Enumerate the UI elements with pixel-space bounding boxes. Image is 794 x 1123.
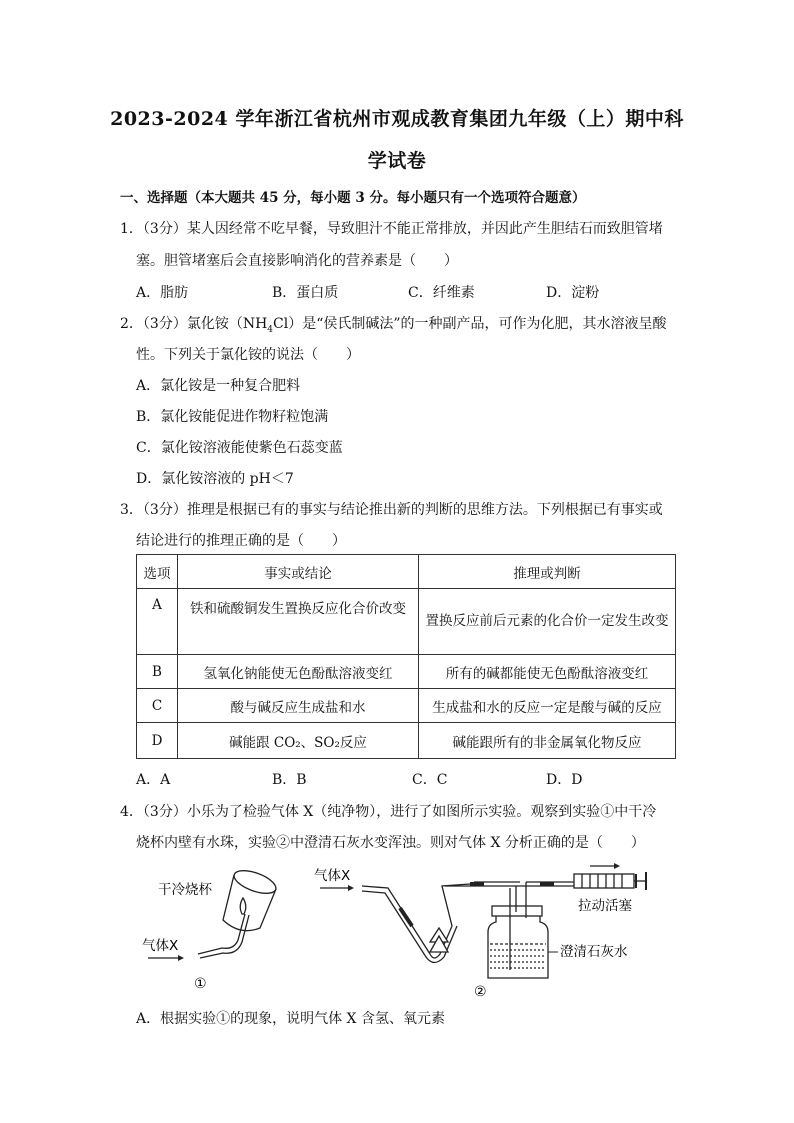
- label-limewater: 澄清石灰水: [560, 944, 628, 960]
- arrow-right-icon: [590, 863, 620, 869]
- table-row: [137, 723, 676, 759]
- q3-option-d: D．D: [546, 772, 583, 788]
- q3-row-d-option: D: [137, 723, 178, 759]
- q3-row-a-inference: 置换反应前后元素的化合价一定发生改变: [419, 589, 676, 655]
- q2-option-d: D．氯化铵溶液的 pH＜7: [136, 471, 294, 487]
- q3-row-b-fact: 氢氧化钠能使无色酚酞溶液变红: [178, 655, 419, 689]
- q3-row-d-inference: 碱能跟所有的非金属氧化物反应: [419, 723, 676, 759]
- q3-option-b: B．B: [272, 772, 307, 788]
- table-row: [137, 655, 676, 689]
- table-row: [137, 689, 676, 723]
- q3-option-c: C．C: [412, 772, 448, 788]
- q4-stem-line1: 4．（3分）小乐为了检验气体 X（纯净物），进行了如图所示实验。观察到实验①中干冷: [120, 804, 657, 820]
- q3-row-c-option: C: [137, 689, 178, 723]
- q4-stem-line2: 烧杯内壁有水珠，实验②中澄清石灰水变浑浊。则对气体 X 分析正确的是（ ）: [136, 835, 645, 851]
- q2-option-c: C．氯化铵溶液能使紫色石蕊变蓝: [136, 440, 343, 456]
- q3-row-c-inference: 生成盐和水的反应一定是酸与碱的反应: [419, 689, 676, 723]
- arrow-right-icon: [148, 955, 184, 961]
- q3-row-a-option: A: [137, 589, 178, 655]
- q2-stem-line2: 性。下列关于氯化铵的说法（ ）: [136, 347, 360, 363]
- q4-figure: [130, 858, 670, 1000]
- q1-option-d: D．淀粉: [546, 285, 600, 301]
- q3-row-d-fact: 碱能跟 CO₂、SO₂反应: [178, 723, 419, 759]
- q1-stem-line2: 塞。胆管堵塞后会直接影响消化的营养素是（ ）: [136, 253, 458, 269]
- q3-stem-line2: 结论进行的推理正确的是（ ）: [136, 533, 346, 549]
- beaker-icon: [198, 866, 279, 958]
- q3-table-header: [137, 555, 676, 589]
- label-gas-x-2: 气体X: [314, 868, 351, 884]
- q3-stem-line1: 3．（3分）推理是根据已有的事实与结论推出新的判断的思维方法。下列根据已有事实或: [120, 502, 663, 518]
- q2-stem-line1: 2．（3分）氯化铵$(NH_4Cl)$是“侯氏制碱法”的一种副产品，可作为化肥，其水溶液呈酸: [120, 316, 667, 335]
- q2-option-a: A．氯化铵是一种复合肥料: [136, 378, 301, 394]
- q1-option-b: B．蛋白质: [272, 285, 339, 301]
- q3-header-option: 选项: [137, 555, 178, 589]
- q2-option-b: B．氯化铵能促进作物籽粒饱满: [136, 409, 329, 425]
- section-heading: 一、选择题（本大题共 45 分，每小题 3 分。每小题只有一个选项符合题意）: [120, 190, 586, 206]
- q3-header-fact: 事实或结论: [178, 555, 419, 589]
- q3-row-b-inference: 所有的碱都能使无色酚酞溶液变红: [419, 655, 676, 689]
- arrow-right-icon: [320, 885, 354, 891]
- label-exp2: ②: [474, 984, 487, 1000]
- label-exp1: ①: [194, 976, 207, 992]
- q3-option-a: A．A: [136, 772, 171, 788]
- q3-table: [136, 554, 676, 759]
- q1-stem-line1: 1．（3分）某人因经常不吃早餐，导致胆汁不能正常排放，并因此产生胆结石而致胆管堵: [120, 221, 663, 237]
- q3-header-inference: 推理或判断: [419, 555, 676, 589]
- q1-option-c: C．纤维素: [408, 285, 475, 301]
- label-beaker: 干冷烧杯: [158, 882, 212, 898]
- exam-title-line2: 学试卷: [367, 150, 427, 172]
- table-row: [137, 589, 676, 655]
- gas-tube-icon: [362, 872, 646, 978]
- q4-option-a: A．根据实验①的现象，说明气体 X 含氢、氧元素: [136, 1011, 445, 1027]
- q3-row-b-option: B: [137, 655, 178, 689]
- q3-row-a-fact: 铁和硫酸铜发生置换反应化合价改变: [178, 589, 419, 655]
- exam-title-line1: 2023-2024 学年浙江省杭州市观成教育集团九年级（上）期中科: [110, 108, 684, 130]
- q3-row-c-fact: 酸与碱反应生成盐和水: [178, 689, 419, 723]
- label-gas-x-1: 气体X: [142, 938, 179, 954]
- label-piston: 拉动活塞: [578, 898, 632, 914]
- q1-option-a: A．脂肪: [136, 285, 189, 301]
